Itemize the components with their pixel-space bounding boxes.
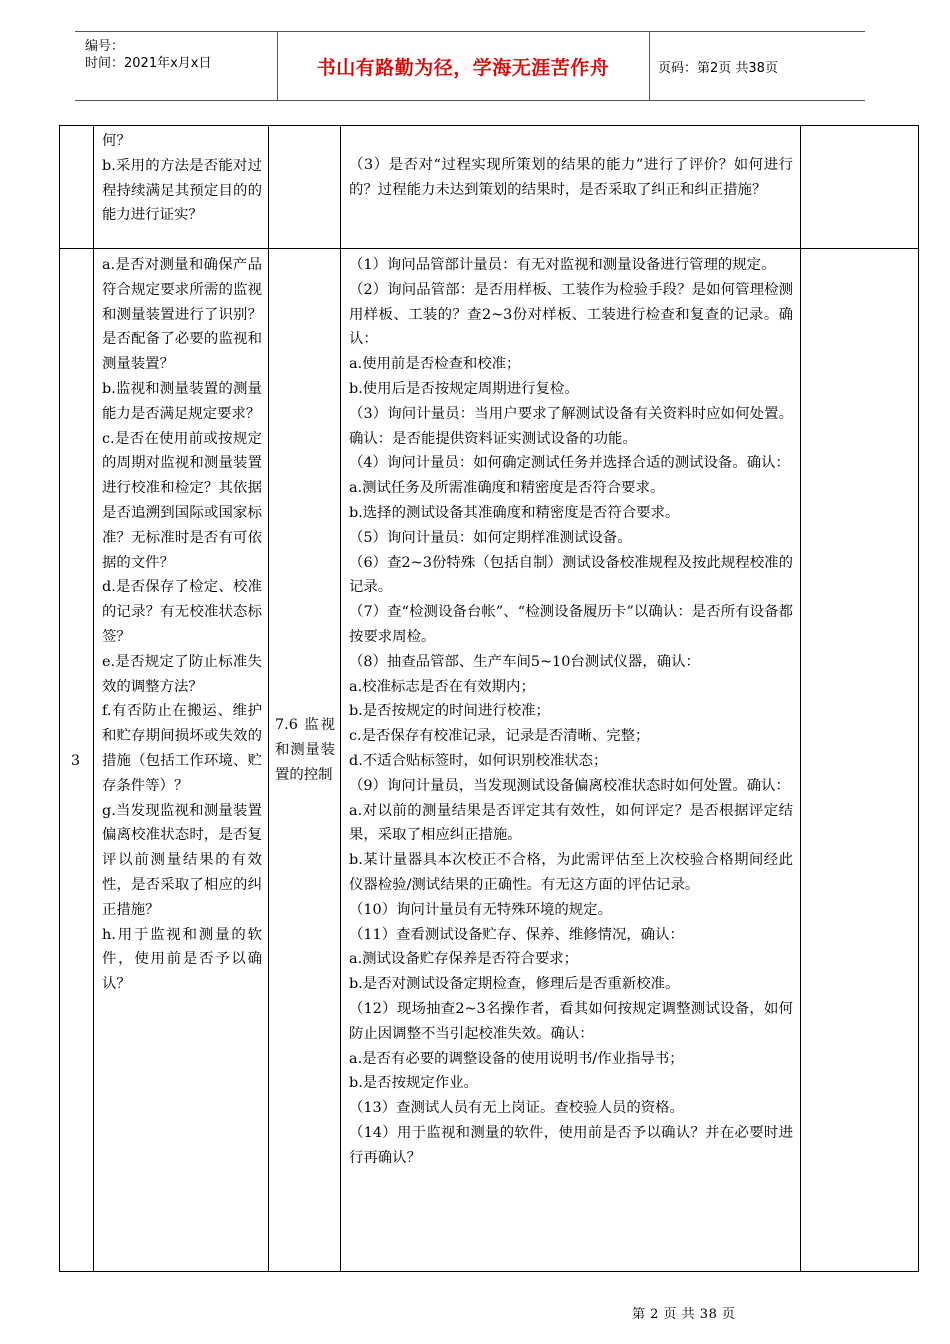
row-1-questions [102,129,262,228]
check-item: （5）询问计量员：如何定期样准测试设备。 [349,529,632,546]
column-line [59,125,60,1272]
check-item: a.对以前的测量结果是否评定其有效性，如何评定？是否根据评定结果，采取了相应纠正措施。 [349,802,793,844]
header-page-info: 页码：第2页 共38页 [658,60,778,76]
question-item: e.是否规定了防止标准失效的调整方法？ [102,653,262,695]
table-border-bottom [59,1271,919,1272]
header-motto: 书山有路勤为径，学海无涯苦作舟 [316,56,610,79]
check-item: （3）是否对“过程实现所策划的结果的能力”进行了评价？如何进行的？过程能力未达到策划的结果时，是否采取了纠正和纠正措施？ [349,157,793,198]
question-item: 何？ [102,133,131,149]
check-item: （9）询问计量员，当发现测试设备偏离校准状态时如何处置。确认： [349,777,790,794]
check-item: a.校准标志是否在有效期内； [349,678,535,695]
column-line [918,125,919,1272]
check-item: （13）查测试人员有无上岗证。查校验人员的资格。 [349,1100,684,1117]
column-line [800,125,801,1272]
check-item: b.选择的测试设备其准确度和精密度是否符合要求。 [349,504,680,521]
row-divider [59,248,919,249]
header-divider [649,32,650,100]
check-item: b.使用后是否按规定周期进行复检。 [349,380,579,397]
column-line [268,125,269,1272]
check-item: （4）询问计量员：如何确定测试任务并选择合适的测试设备。确认： [349,455,790,472]
row-2-checks [349,253,793,1170]
check-item: （8）抽查品管部、生产车间5~10台测试仪器，确认： [349,653,700,670]
row-2-questions [102,253,262,997]
check-item: a.使用前是否检查和校准； [349,356,521,373]
check-item: b.某计量器具本次校正不合格，为此需评估至上次校验合格期间经此仪器检验/测试结果的正确性。有无这方面的评估记录。 [349,852,793,893]
document-time: 时间：2021年x月x日 [85,56,212,71]
column-line [93,125,94,1272]
question-item: c.是否在使用前或按规定的周期对监视和测量装置进行校准和检定？其依据是否追溯到国际或国家标准？无标准时是否有可依据的文件？ [102,430,262,571]
check-item: b.是否按规定作业。 [349,1075,478,1092]
check-item: a.是否有必要的调整设备的使用说明书/作业指导书； [349,1050,684,1067]
check-item: （14）用于监视和测量的软件，使用前是否予以确认？并在必要时进行再确认？ [349,1124,793,1166]
check-item: d.不适合贴标签时，如何识别校准状态； [349,752,608,769]
check-item: （2）询问品管部：是否用样板、工装作为检验手段？是如何管理检测用样板、工装的？查2~3份对样板、工装进行检查和复查的记录。确认： [349,281,793,348]
check-item: （7）查“检测设备台帐”、“检测设备履历卡”以确认：是否所有设备都按要求周检。 [349,604,793,645]
question-item: f.有否防止在搬运、维护和贮存期间损坏或失效的措施（包括工作环境、贮存条件等）？ [102,703,262,794]
question-item: b.监视和测量装置的测量能力是否满足规定要求？ [102,380,262,422]
table-border-top [59,125,919,126]
column-line [340,125,341,1272]
header-meta [85,38,211,72]
question-item: b.采用的方法是否能对过程持续满足其预定目的的能力进行证实？ [102,157,262,224]
question-item: h.用于监视和测量的软件，使用前是否予以确认？ [102,926,262,993]
check-item: （6）查2~3份特殊（包括自制）测试设备校准规程及按此规程校准的记录。 [349,554,793,596]
check-item: b.是否对测试设备定期检查，修理后是否重新校准。 [349,976,680,993]
check-item: （12）现场抽查2~3名操作者，看其如何按规定调整测试设备，如何防止因调整不当引起校准失效。确认： [349,1000,793,1042]
row-1-checks [349,153,793,203]
check-item: （3）询问计量员：当用户要求了解测试设备有关资料时应如何处置。确认：是否能提供资料证实测试设备的功能。 [349,405,793,447]
check-item: （1）询问品管部计量员：有无对监视和测量设备进行管理的规定。 [349,257,776,273]
clause-title: 7.6 监视和测量装置的控制 [275,717,335,783]
question-item: a.是否对测量和确保产品符合规定要求所需的监视和测量装置进行了识别？是否配备了必要的监视和测量装置？ [102,257,262,373]
document-number-label: 编号： [85,39,125,54]
page-header [75,31,865,101]
check-item: b.是否按规定的时间进行校准； [349,703,550,720]
page-footer: 第 2 页 共 38 页 [632,1307,736,1322]
question-item: g.当发现监视和测量装置偏离校准状态时，是否复评以前测量结果的有效性，是否采取了相应的纠正措施？ [102,802,262,918]
check-item: a.测试任务及所需准确度和精密度是否符合要求。 [349,480,665,497]
check-item: （11）查看测试设备贮存、保养、维修情况，确认： [349,926,684,943]
question-item: d.是否保存了检定、校准的记录？有无校准状态标签？ [102,579,262,645]
check-item: c.是否保存有校准记录，记录是否清晰、完整； [349,728,650,745]
audit-checklist-table [59,125,919,1272]
check-item: （10）询问计量员有无特殊环境的规定。 [349,901,612,918]
row-number: 3 [70,753,81,769]
check-item: a.测试设备贮存保养是否符合要求； [349,951,579,968]
